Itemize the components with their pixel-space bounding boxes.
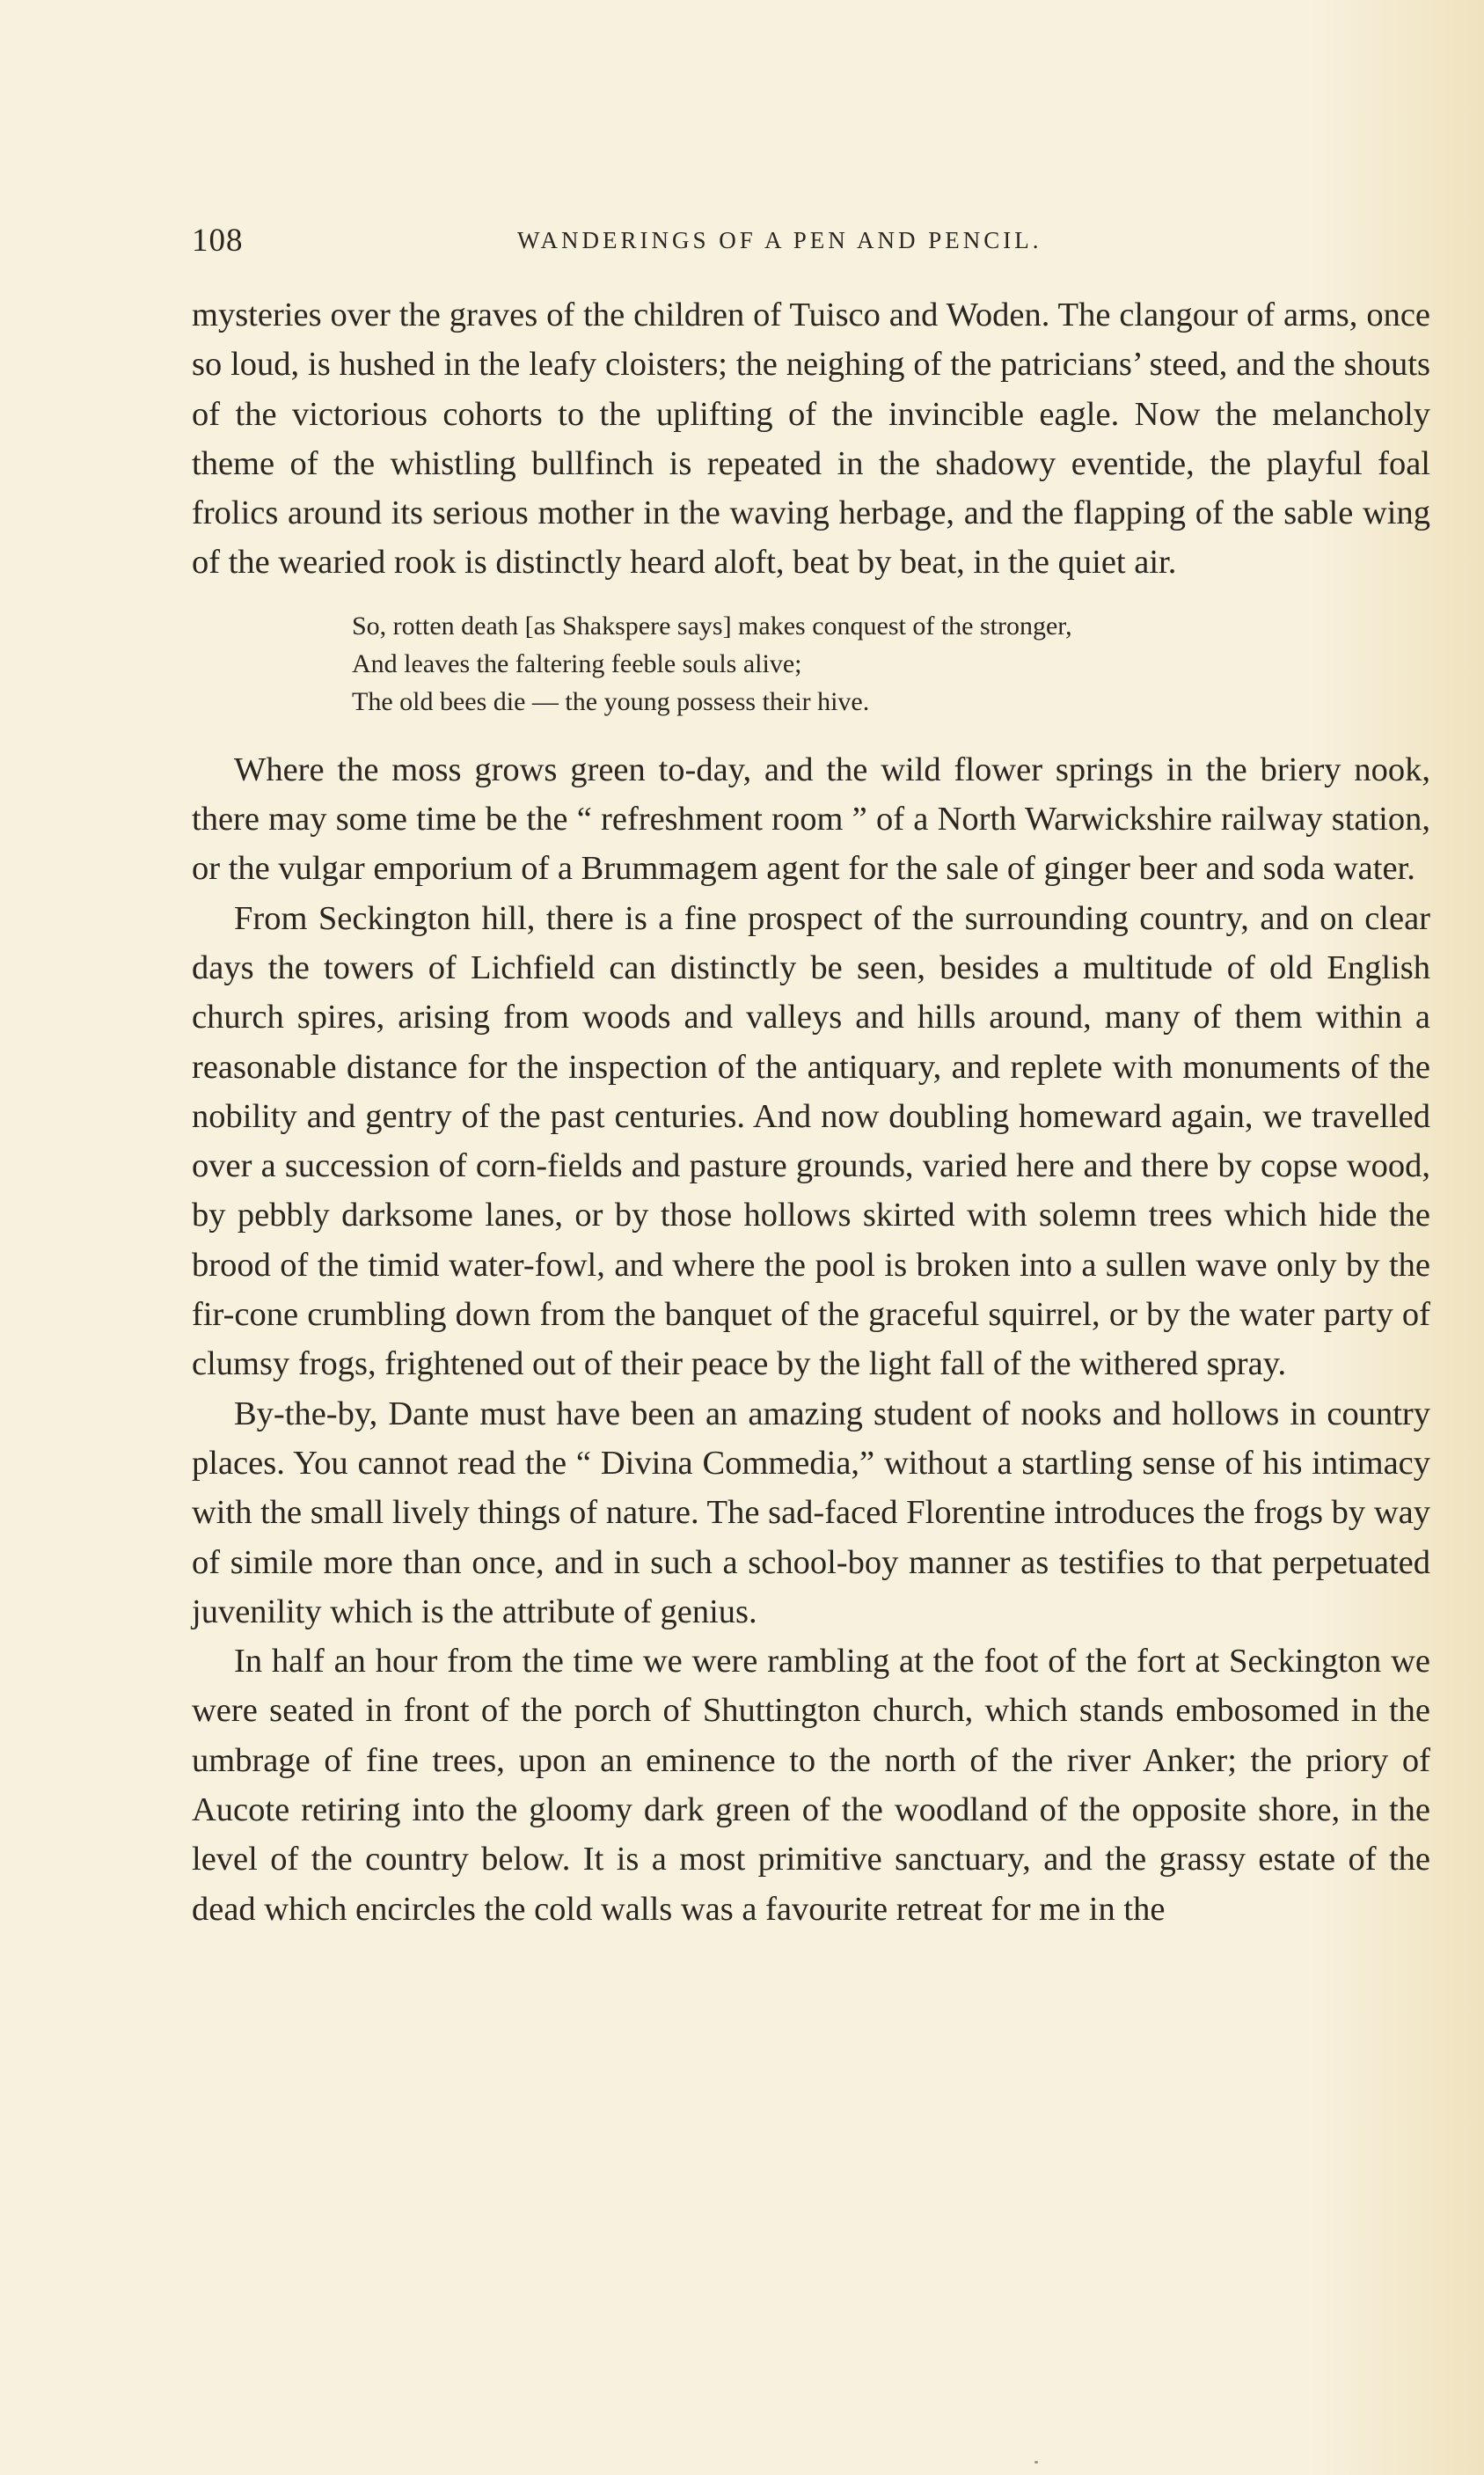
paragraph-seckington-hill: From Seckington hill, there is a fine prospect of the surrounding country, and on clear days the towers of Lichfield can distinctly be seen, besides a multitude of old English church spires, arising from woods and valleys and hills around, many of them within a reasonable distance for the inspection of the antiquary, and replete with monuments of the nobility and gentry of the past centuries. And now doubling homeward again, we travelled over a succession of corn-fields and pasture grounds, varied here and there by copse wood, by pebbly darksome lanes, or by those hollows skirted with solemn trees which hide the brood of the timid water-fowl, and where the pool is broken into a sullen wave only by the fir-cone crumbling down from the banquet of the graceful squirrel, or by the water party of clumsy frogs, frightened out of their peace by the light fall of the withered spray. [192,899,1430,1383]
verse-line: And leaves the faltering feeble souls alive; [352,648,802,678]
running-title: WANDERINGS OF A PEN AND PENCIL. [517,227,1042,253]
running-head [192,222,1177,266]
paragraph-refreshment-room: Where the moss grows green to-day, and the wild flower springs in the briery nook, there may some time be the “ refreshment room ” of a North Warwickshire railway station, or the vulgar emporium of a Brummagem agent for the sale of ginger beer and soda water. [192,751,1430,888]
paragraph-dante: By-the-by, Dante must have been an amazing student of nooks and hollows in country places. You cannot read the “ Divina Commedia,” without a startling sense of his intimacy with the small lively things of nature. The sad-faced Florentine introduces the frogs by way of simile more than once, and in such a school-boy manner as testifies to that perpetuated juvenility which is the attribute of genius. [192,1395,1430,1630]
verse-quotation [352,607,1430,721]
paragraph-shuttington-church: In half an hour from the time we were rambling at the foot of the fort at Seckington we were seated in front of the porch of Shuttington church, which stands embosomed in the umbrage of fine trees, upon an eminence to the north of the river Anker; the priory of Aucote retiring into the gloomy dark green of the woodland of the opposite shore, in the level of the country below. It is a most primitive sanctuary, and the grassy estate of the dead which encircles the cold walls was a favourite retreat for me in the [192,1643,1430,1928]
paper-speck [1034,2461,1038,2464]
verse-line: So, rotten death [as Shakspere says] makes conquest of the stronger, [352,611,1072,641]
paragraph-continued: mysteries over the graves of the children of Tuisco and Woden. The clangour of arms, once so loud, is hushed in the leafy cloisters; the neighing of the patricians’ steed, and the shouts of the victorious cohorts to the uplifting of the invincible eagle. Now the melancholy theme of the whistling bullfinch is repeated in the shadowy eventide, the playful foal frolics around its serious mother in the waving herbage, and the flapping of the sable wing of the wearied rook is distinctly heard aloft, beat by beat, in the quiet air. [192,297,1430,582]
body-text [192,290,1430,1934]
verse-line: The old bees die — the young possess their hive. [352,686,870,716]
page-number: 108 [192,223,244,259]
